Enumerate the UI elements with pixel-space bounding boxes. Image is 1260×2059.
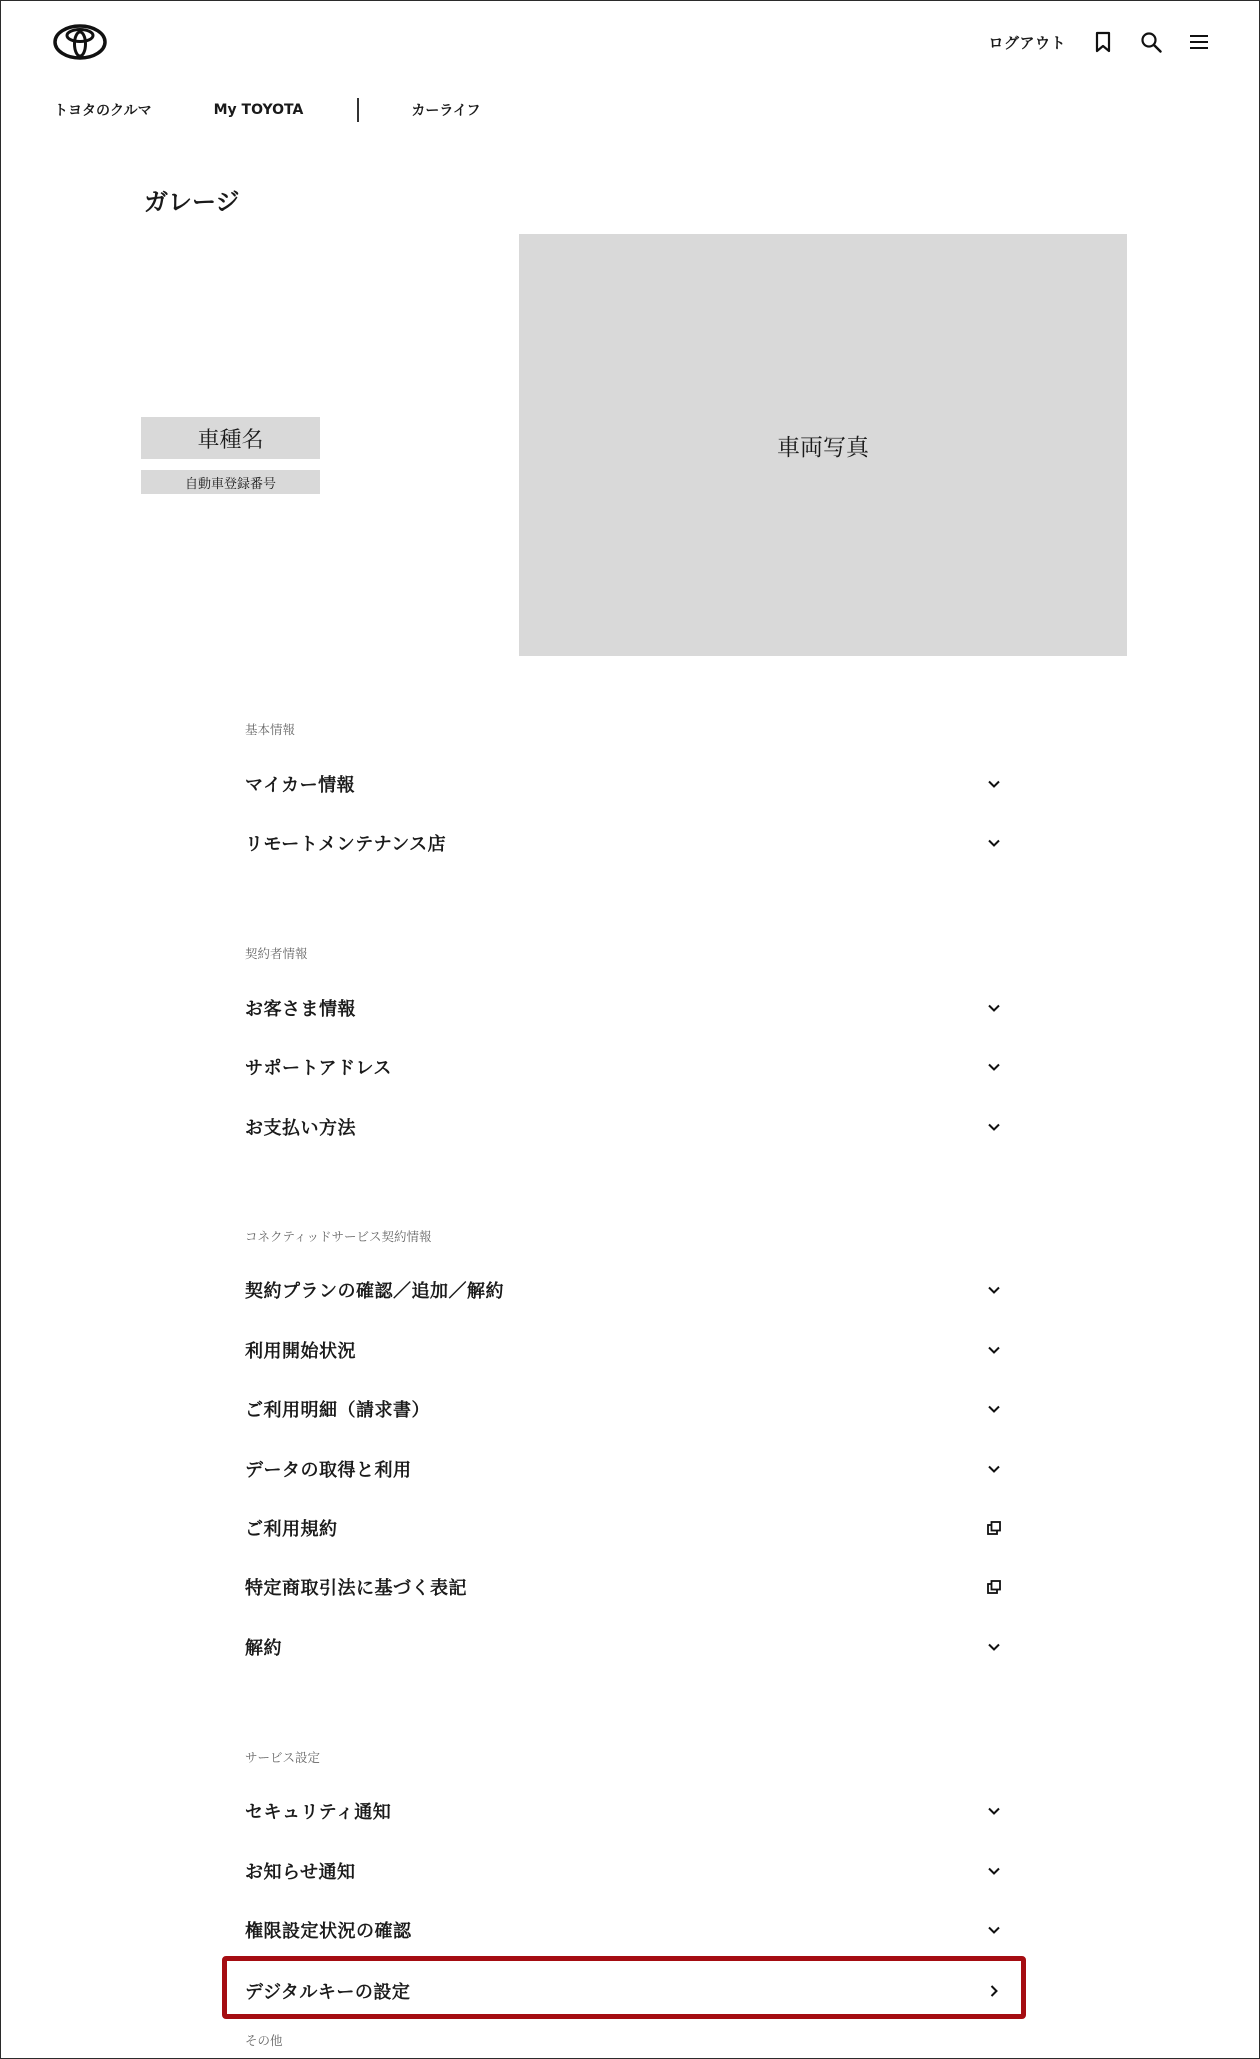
section-label-contractor-info: 契約者情報 [245, 946, 308, 961]
section-label-connected-service: コネクティッドサービス契約情報 [245, 1229, 432, 1244]
menu-item-terms-of-use[interactable] [245, 1508, 1015, 1548]
external-link-icon [985, 1519, 1003, 1537]
menu-item-label: データの取得と利用 [245, 1460, 412, 1481]
section-label-other: その他 [245, 2033, 283, 2048]
menu-item-label: マイカー情報 [245, 775, 356, 796]
chevron-down-icon [985, 834, 1003, 852]
chevron-down-icon [985, 1118, 1003, 1136]
menu-item-commercial-law[interactable] [245, 1567, 1015, 1607]
menu-item-customer-info[interactable] [245, 988, 1015, 1028]
menu-item-billing-statement[interactable] [245, 1389, 1015, 1429]
menu-item-usage-status[interactable] [245, 1330, 1015, 1370]
toyota-logo-icon[interactable] [52, 22, 108, 62]
menu-item-label: お支払い方法 [245, 1118, 356, 1139]
menu-item-news-notification[interactable] [245, 1851, 1015, 1891]
chevron-down-icon [985, 1460, 1003, 1478]
menu-item-label: セキュリティ通知 [245, 1802, 392, 1823]
menu-item-remote-maintenance-shop[interactable] [245, 823, 1015, 863]
menu-item-data-usage[interactable] [245, 1449, 1015, 1489]
registration-number: 自動車登録番号 [141, 470, 320, 494]
nav-divider [357, 98, 359, 122]
car-photo-label: 車両写真 [777, 434, 869, 461]
header-actions [988, 26, 1210, 58]
chevron-right-icon [985, 1982, 1003, 2000]
menu-item-cancellation[interactable] [245, 1627, 1015, 1667]
chevron-down-icon [985, 775, 1003, 793]
chevron-down-icon [985, 1862, 1003, 1880]
menu-item-payment-method[interactable] [245, 1107, 1015, 1147]
search-icon[interactable] [1140, 31, 1162, 53]
menu-item-label: 権限設定状況の確認 [245, 1921, 412, 1942]
nav-car-life[interactable]: カーライフ [411, 103, 481, 119]
bookmark-icon[interactable] [1092, 31, 1114, 53]
menu-item-label: お知らせ通知 [245, 1862, 356, 1883]
menu-item-label: 特定商取引法に基づく表記 [245, 1578, 467, 1599]
car-name: 車種名 [141, 417, 320, 459]
nav-my-toyota[interactable]: My TOYOTA [213, 102, 304, 118]
menu-item-label: デジタルキーの設定 [245, 1982, 411, 2003]
top-navigation [54, 98, 481, 122]
menu-item-label: お客さま情報 [245, 999, 356, 1020]
menu-item-label: サポートアドレス [245, 1058, 392, 1079]
menu-item-label: 利用開始状況 [245, 1341, 356, 1362]
section-label-service-settings: サービス設定 [245, 1750, 321, 1765]
menu-item-label: リモートメンテナンス店 [245, 834, 447, 855]
menu-item-support-address[interactable] [245, 1047, 1015, 1087]
chevron-down-icon [985, 1058, 1003, 1076]
chevron-down-icon [985, 1281, 1003, 1299]
menu-item-contract-plan[interactable] [245, 1270, 1015, 1310]
menu-item-permission-status[interactable] [245, 1910, 1015, 1950]
hamburger-menu-icon[interactable] [1188, 31, 1210, 53]
chevron-down-icon [985, 1921, 1003, 1939]
nav-toyota-cars[interactable]: トヨタのクルマ [54, 103, 152, 119]
page-title: ガレージ [144, 188, 240, 216]
menu-item-label: 解約 [245, 1638, 282, 1659]
external-link-icon [985, 1578, 1003, 1596]
car-photo [519, 234, 1127, 656]
chevron-down-icon [985, 1638, 1003, 1656]
menu-item-label: 契約プランの確認／追加／解約 [245, 1281, 504, 1302]
chevron-down-icon [985, 1400, 1003, 1418]
menu-item-label: ご利用規約 [245, 1519, 338, 1540]
chevron-down-icon [985, 999, 1003, 1017]
menu-item-digital-key-settings[interactable] [245, 1971, 1015, 2011]
chevron-down-icon [985, 1802, 1003, 1820]
menu-item-my-car-info[interactable] [245, 764, 1015, 804]
section-label-basic-info: 基本情報 [245, 722, 296, 737]
menu-item-label: ご利用明細（請求書） [245, 1400, 430, 1421]
chevron-down-icon [985, 1341, 1003, 1359]
logout-link[interactable]: ログアウト [988, 33, 1066, 52]
menu-item-security-notification[interactable] [245, 1791, 1015, 1831]
